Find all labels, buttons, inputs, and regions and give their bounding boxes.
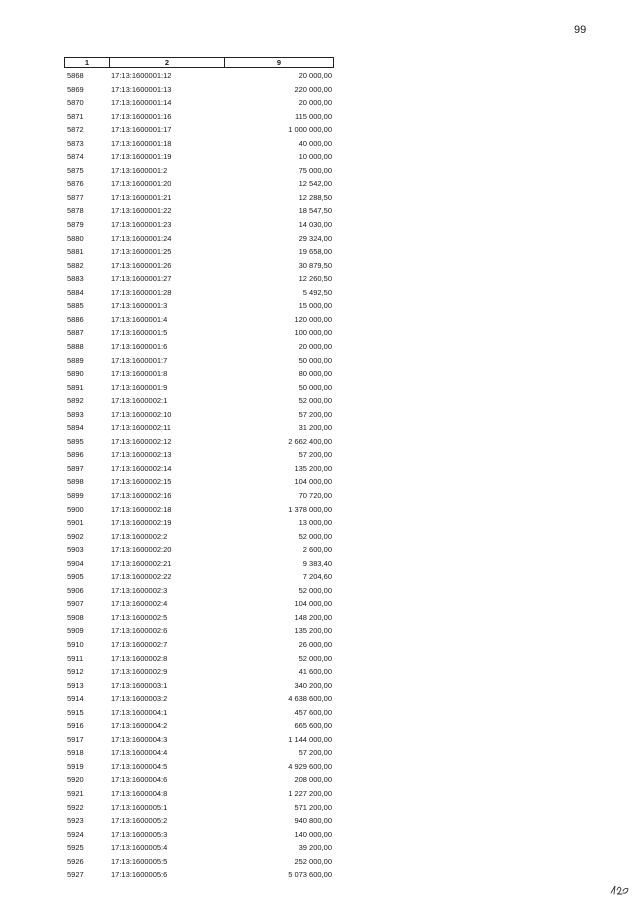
row-number: 5922	[67, 802, 84, 812]
value-cell: 14 030,00	[298, 220, 332, 230]
value-cell: 2 662 400,00	[288, 436, 332, 446]
row-number: 5917	[67, 734, 84, 744]
value-cell: 4 638 600,00	[288, 694, 332, 704]
value-cell: 70 720,00	[298, 490, 332, 500]
cadastral-number: 17:13:1600001:17	[111, 125, 172, 135]
value-cell: 1 000 000,00	[288, 125, 332, 135]
cadastral-number: 17:13:1600001:27	[111, 274, 172, 284]
row-number: 5899	[67, 490, 84, 500]
cadastral-number: 17:13:1600005:2	[111, 816, 168, 826]
cadastral-number: 17:13:1600001:2	[111, 165, 168, 175]
value-cell: 12 542,00	[298, 179, 332, 189]
value-cell: 12 288,50	[298, 192, 332, 202]
value-cell: 2 600,00	[302, 545, 332, 555]
cadastral-number: 17:13:1600002:8	[111, 653, 168, 663]
cadastral-number: 17:13:1600005:4	[111, 843, 168, 853]
table-row	[64, 679, 334, 693]
cadastral-number: 17:13:1600005:5	[111, 856, 168, 866]
cadastral-number: 17:13:1600001:28	[111, 287, 172, 297]
row-number: 5878	[67, 206, 84, 216]
table-row	[64, 96, 334, 110]
table-row	[64, 597, 334, 611]
table-row	[64, 164, 334, 178]
table-row	[64, 855, 334, 869]
row-number: 5911	[67, 653, 84, 663]
row-number: 5888	[67, 341, 84, 351]
table-row	[64, 123, 334, 137]
row-number: 5896	[67, 450, 84, 460]
value-cell: 457 600,00	[294, 707, 332, 717]
row-number: 5902	[67, 531, 84, 541]
row-number: 5887	[67, 328, 84, 338]
value-cell: 12 260,50	[298, 274, 332, 284]
cadastral-number: 17:13:1600001:12	[111, 71, 172, 81]
table-row	[64, 570, 334, 584]
value-cell: 1 227 200,00	[288, 789, 332, 798]
cadastral-number: 17:13:1600001:18	[111, 138, 172, 148]
cadastral-number: 17:13:1600001:25	[111, 247, 172, 257]
value-cell: 940 800,00	[294, 816, 332, 826]
value-cell: 39 200,00	[298, 843, 332, 853]
cadastral-number: 17:13:1600005:1	[111, 802, 168, 812]
table-row	[64, 191, 334, 205]
value-cell: 52 000,00	[298, 531, 332, 541]
table-row	[64, 557, 334, 571]
cadastral-number: 17:13:1600001:16	[111, 111, 172, 121]
value-cell: 30 879,50	[298, 260, 332, 270]
table-row	[64, 692, 334, 706]
page-number: 99	[574, 24, 587, 36]
table-row	[64, 353, 334, 367]
value-cell: 135 200,00	[294, 626, 332, 636]
row-number: 5918	[67, 748, 84, 758]
row-number: 5900	[67, 504, 84, 514]
table-header	[64, 57, 334, 68]
row-number: 5913	[67, 680, 84, 690]
row-number: 5903	[67, 545, 84, 555]
value-cell: 115 000,00	[295, 111, 332, 121]
table-row	[64, 286, 334, 300]
row-number: 5875	[67, 165, 84, 175]
cadastral-number: 17:13:1600002:22	[111, 572, 172, 582]
table-row	[64, 259, 334, 273]
table-row	[64, 177, 334, 191]
value-cell: 57 200,00	[298, 409, 332, 419]
cadastral-number: 17:13:1600005:3	[111, 829, 168, 839]
value-cell: 7 204,60	[302, 572, 332, 582]
cadastral-number: 17:13:1600004:6	[111, 775, 168, 785]
cadastral-number: 17:13:1600003:1	[111, 680, 168, 690]
cadastral-number: 17:13:1600001:26	[111, 260, 172, 270]
table-row	[64, 462, 334, 476]
cadastral-number: 17:13:1600001:20	[111, 179, 172, 189]
row-number: 5880	[67, 233, 84, 243]
table-row	[64, 611, 334, 625]
table-row	[64, 448, 334, 462]
value-cell: 665 600,00	[294, 721, 332, 731]
row-number: 5884	[67, 287, 84, 297]
value-cell: 5 073 600,00	[288, 870, 332, 880]
data-table	[64, 57, 334, 882]
row-number: 5890	[67, 369, 84, 379]
cadastral-number: 17:13:1600001:22	[111, 206, 172, 216]
table-row	[64, 719, 334, 733]
table-row	[64, 746, 334, 760]
table-row	[64, 299, 334, 313]
row-number: 5879	[67, 220, 84, 230]
cadastral-number: 17:13:1600002:19	[111, 518, 172, 528]
cadastral-number: 17:13:1600004:4	[111, 748, 168, 758]
table-row	[64, 773, 334, 787]
table-row	[64, 516, 334, 530]
handwritten-signature	[610, 882, 630, 896]
table-row	[64, 313, 334, 327]
table-row	[64, 706, 334, 720]
row-number: 5872	[67, 125, 84, 135]
table-row	[64, 394, 334, 408]
row-number: 5910	[67, 639, 84, 649]
value-cell: 20 000,00	[298, 98, 332, 108]
table-row	[64, 245, 334, 259]
value-cell: 208 000,00	[294, 775, 332, 785]
row-number: 5882	[67, 260, 84, 270]
row-number: 5889	[67, 355, 84, 365]
row-number: 5891	[67, 382, 84, 392]
row-number: 5923	[67, 816, 84, 826]
value-cell: 20 000,00	[298, 341, 332, 351]
value-cell: 220 000,00	[294, 84, 332, 94]
value-cell: 148 200,00	[294, 612, 332, 622]
value-cell: 140 000,00	[294, 829, 332, 839]
value-cell: 31 200,00	[298, 423, 332, 433]
row-number: 5870	[67, 98, 84, 108]
cadastral-number: 17:13:1600001:4	[111, 314, 168, 324]
table-row	[64, 340, 334, 354]
value-cell: 10 000,00	[298, 152, 332, 162]
table-row	[64, 543, 334, 557]
table-row	[64, 841, 334, 855]
table-row	[64, 272, 334, 286]
table-row	[64, 624, 334, 638]
row-number: 5876	[67, 179, 84, 189]
value-cell: 104 000,00	[294, 477, 332, 487]
value-cell: 26 000,00	[298, 639, 332, 649]
cadastral-number: 17:13:1600001:14	[111, 98, 172, 108]
row-number: 5897	[67, 463, 84, 473]
cadastral-number: 17:13:1600002:13	[111, 450, 172, 460]
table-row	[64, 69, 334, 83]
value-cell: 50 000,00	[298, 355, 332, 365]
table-row	[64, 638, 334, 652]
value-cell: 9 383,40	[302, 558, 332, 568]
row-number: 5916	[67, 721, 84, 731]
value-cell: 52 000,00	[298, 585, 332, 595]
table-row	[64, 232, 334, 246]
row-number: 5907	[67, 599, 84, 609]
cadastral-number: 17:13:1600002:21	[111, 558, 172, 568]
table-row	[64, 110, 334, 124]
row-number: 5893	[67, 409, 84, 419]
table-row	[64, 83, 334, 97]
cadastral-number: 17:13:1600002:12	[111, 436, 172, 446]
row-number: 5904	[67, 558, 84, 568]
value-cell: 80 000,00	[298, 369, 332, 379]
table-row	[64, 489, 334, 503]
row-number: 5905	[67, 572, 84, 582]
row-number: 5886	[67, 314, 84, 324]
cadastral-number: 17:13:1600004:2	[111, 721, 168, 731]
row-number: 5925	[67, 843, 84, 853]
cadastral-number: 17:13:1600002:2	[111, 531, 168, 541]
cadastral-number: 17:13:1600002:14	[111, 463, 172, 473]
row-number: 5883	[67, 274, 84, 284]
value-cell: 5 492,50	[302, 287, 332, 297]
table-row	[64, 367, 334, 381]
table-row	[64, 584, 334, 598]
table-row	[64, 326, 334, 340]
header-col-1: 1	[65, 58, 110, 67]
cadastral-number: 17:13:1600001:5	[111, 328, 168, 338]
value-cell: 41 600,00	[298, 667, 332, 677]
value-cell: 1 144 000,00	[288, 734, 332, 744]
value-cell: 50 000,00	[298, 382, 332, 392]
table-row	[64, 381, 334, 395]
row-number: 5909	[67, 626, 84, 636]
cadastral-number: 17:13:1600001:24	[111, 233, 172, 243]
table-row	[64, 760, 334, 774]
cadastral-number: 17:13:1600001:9	[111, 382, 168, 392]
table-row	[64, 150, 334, 164]
row-number: 5868	[67, 71, 84, 81]
value-cell: 4 929 600,00	[288, 761, 332, 771]
row-number: 5898	[67, 477, 84, 487]
row-number: 5895	[67, 436, 84, 446]
table-row	[64, 421, 334, 435]
table-row	[64, 503, 334, 517]
table-row	[64, 665, 334, 679]
row-number: 5881	[67, 247, 84, 257]
table-row	[64, 828, 334, 842]
cadastral-number: 17:13:1600002:20	[111, 545, 172, 555]
value-cell: 571 200,00	[294, 802, 332, 812]
row-number: 5927	[67, 870, 84, 880]
table-row	[64, 408, 334, 422]
cadastral-number: 17:13:1600002:9	[111, 667, 168, 677]
value-cell: 40 000,00	[298, 138, 332, 148]
cadastral-number: 17:13:1600001:8	[111, 369, 168, 379]
value-cell: 20 000,00	[298, 71, 332, 81]
table-row	[64, 204, 334, 218]
cadastral-number: 17:13:1600001:6	[111, 341, 168, 351]
cadastral-number: 17:13:1600001:21	[111, 192, 172, 202]
row-number: 5924	[67, 829, 84, 839]
row-number: 5906	[67, 585, 84, 595]
row-number: 5921	[67, 789, 84, 798]
row-number: 5912	[67, 667, 84, 677]
cadastral-number: 17:13:1600002:7	[111, 639, 168, 649]
cadastral-number: 17:13:1600001:3	[111, 301, 168, 311]
table-row	[64, 787, 334, 801]
table-row	[64, 137, 334, 151]
cadastral-number: 17:13:1600002:6	[111, 626, 168, 636]
value-cell: 13 000,00	[298, 518, 332, 528]
row-number: 5885	[67, 301, 84, 311]
row-number: 5869	[67, 84, 84, 94]
value-cell: 135 200,00	[294, 463, 332, 473]
cadastral-number: 17:13:1600001:7	[111, 355, 168, 365]
value-cell: 52 000,00	[298, 396, 332, 406]
table-row	[64, 530, 334, 544]
header-col-2: 2	[110, 58, 225, 67]
value-cell: 18 547,50	[298, 206, 332, 216]
value-cell: 52 000,00	[298, 653, 332, 663]
value-cell: 104 000,00	[294, 599, 332, 609]
row-number: 5877	[67, 192, 84, 202]
cadastral-number: 17:13:1600001:13	[111, 84, 172, 94]
cadastral-number: 17:13:1600001:19	[111, 152, 172, 162]
value-cell: 15 000,00	[298, 301, 332, 311]
table-row	[64, 652, 334, 666]
value-cell: 252 000,00	[294, 856, 332, 866]
table-row	[64, 475, 334, 489]
table-row	[64, 814, 334, 828]
cadastral-number: 17:13:1600004:3	[111, 734, 168, 744]
value-cell: 100 000,00	[294, 328, 332, 338]
cadastral-number: 17:13:1600002:5	[111, 612, 168, 622]
value-cell: 29 324,00	[298, 233, 332, 243]
cadastral-number: 17:13:1600004:5	[111, 761, 168, 771]
cadastral-number: 17:13:1600002:4	[111, 599, 168, 609]
table-row	[64, 435, 334, 449]
row-number: 5894	[67, 423, 84, 433]
row-number: 5908	[67, 612, 84, 622]
value-cell: 75 000,00	[298, 165, 332, 175]
value-cell: 1 378 000,00	[288, 504, 332, 514]
cadastral-number: 17:13:1600002:1	[111, 396, 168, 406]
cadastral-number: 17:13:1600004:8	[111, 789, 168, 798]
cadastral-number: 17:13:1600003:2	[111, 694, 168, 704]
value-cell: 120 000,00	[294, 314, 332, 324]
table-row	[64, 801, 334, 815]
header-col-3: 9	[276, 58, 282, 67]
cadastral-number: 17:13:1600002:11	[111, 423, 171, 433]
row-number: 5901	[67, 518, 84, 528]
cadastral-number: 17:13:1600004:1	[111, 707, 168, 717]
row-number: 5919	[67, 761, 84, 771]
row-number: 5915	[67, 707, 84, 717]
cadastral-number: 17:13:1600002:10	[111, 409, 172, 419]
row-number: 5914	[67, 694, 84, 704]
cadastral-number: 17:13:1600002:3	[111, 585, 168, 595]
row-number: 5920	[67, 775, 84, 785]
row-number: 5926	[67, 856, 84, 866]
row-number: 5874	[67, 152, 84, 162]
table-row	[64, 868, 334, 882]
value-cell: 19 658,00	[298, 247, 332, 257]
row-number: 5873	[67, 138, 84, 148]
value-cell: 57 200,00	[298, 748, 332, 758]
row-number: 5892	[67, 396, 84, 406]
value-cell: 57 200,00	[298, 450, 332, 460]
table-body	[64, 69, 334, 882]
cadastral-number: 17:13:1600002:16	[111, 490, 172, 500]
value-cell: 340 200,00	[294, 680, 332, 690]
table-row	[64, 733, 334, 747]
cadastral-number: 17:13:1600001:23	[111, 220, 172, 230]
table-row	[64, 218, 334, 232]
cadastral-number: 17:13:1600005:6	[111, 870, 168, 880]
row-number: 5871	[67, 111, 84, 121]
cadastral-number: 17:13:1600002:18	[111, 504, 172, 514]
cadastral-number: 17:13:1600002:15	[111, 477, 172, 487]
